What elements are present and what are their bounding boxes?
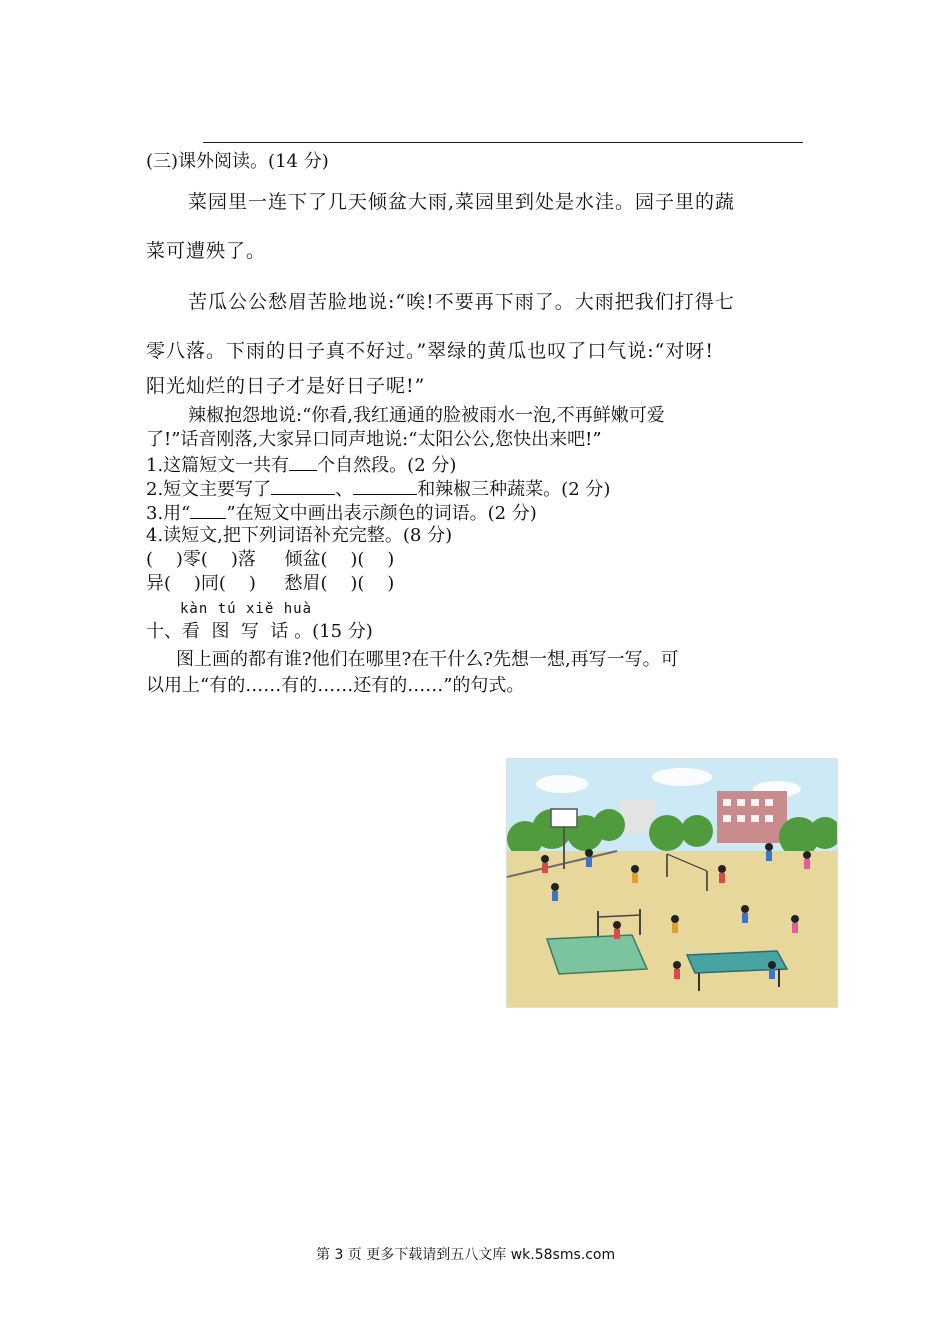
landing-mat <box>547 935 647 974</box>
schoolyard-sports-picture <box>506 758 838 1008</box>
question-2 <box>146 476 610 502</box>
question-3-text-a: 3.用“ <box>146 503 191 524</box>
schoolyard-illustration <box>507 759 837 1007</box>
question-2-text-a: 2.短文主要写了 <box>146 479 272 500</box>
heading-char-1: 看 <box>182 621 200 642</box>
page-footer: 第 3 页 更多下载请到五八文库 wk.58sms.com <box>316 1247 616 1263</box>
passage-p3-line1: 辣椒抱怨地说:“你看,我红通通的脸被雨水一泡,不再鲜嫩可爱 <box>188 405 665 426</box>
question-4: 4.读短文,把下列词语补充完整。(8 分) <box>146 525 453 546</box>
section3-heading: (三)课外阅读。(14 分) <box>146 151 329 172</box>
passage-p2-line1: 苦瓜公公愁眉苦脸地说:“唉!不要再下雨了。大雨把我们打得七 <box>188 291 735 313</box>
section10-pinyin: kàn tú xiě huà <box>180 601 313 617</box>
heading-char-4: 话 <box>270 621 289 642</box>
heading-char-3: 写 <box>240 621 259 642</box>
section10-instruction-line2: 以用上“有的……有的……还有的……”的句式。 <box>146 675 525 696</box>
passage-p2-line3: 阳光灿烂的日子才是好日子呢!” <box>146 375 426 397</box>
passage-p1-line2: 菜可遭殃了。 <box>146 240 267 262</box>
heading-char-2: 图 <box>211 621 230 642</box>
section10-heading <box>146 620 373 644</box>
section10-instruction-line1: 图上画的都有谁?他们在哪里?在干什么?先想一想,再写一写。可 <box>176 649 679 670</box>
top-rule <box>203 142 803 143</box>
question-2-separator: 、 <box>335 479 354 500</box>
question-1 <box>146 452 456 478</box>
question-2-blank-1[interactable] <box>271 476 335 495</box>
question-3-blank[interactable] <box>190 500 226 519</box>
question-3-text-b: ”在短文中画出表示颜色的词语。(2 分) <box>226 503 537 524</box>
high-jump-post-left <box>597 911 599 937</box>
section10-heading-prefix: 十、 <box>146 621 182 642</box>
question-1-text-b: 个自然段。(2 分) <box>317 455 457 476</box>
passage-p2-line2: 零八落。下雨的日子真不好过。”翠绿的黄瓜也叹了口气说:“对呀! <box>146 340 714 362</box>
question-1-text-a: 1.这篇短文一共有 <box>146 455 290 476</box>
question-2-blank-2[interactable] <box>353 476 417 495</box>
high-jump-post-right <box>639 909 641 935</box>
basketball-board <box>551 809 577 827</box>
fill-row-1[interactable]: ( )零( )落 倾盆( )( ) <box>146 549 395 570</box>
passage-p1-line1: 菜园里一连下了几天倾盆大雨,菜园里到处是水洼。园子里的蔬 <box>188 191 736 213</box>
section10-heading-suffix: 。(15 分) <box>294 621 373 642</box>
question-2-text-b: 和辣椒三种蔬菜。(2 分) <box>417 479 611 500</box>
question-1-blank[interactable] <box>289 452 317 471</box>
question-3 <box>146 500 537 526</box>
passage-p3-line2: 了!”话音刚落,大家异口同声地说:“太阳公公,您快出来吧!” <box>146 429 602 450</box>
fill-row-2[interactable]: 异( )同( ) 愁眉( )( ) <box>146 573 395 594</box>
